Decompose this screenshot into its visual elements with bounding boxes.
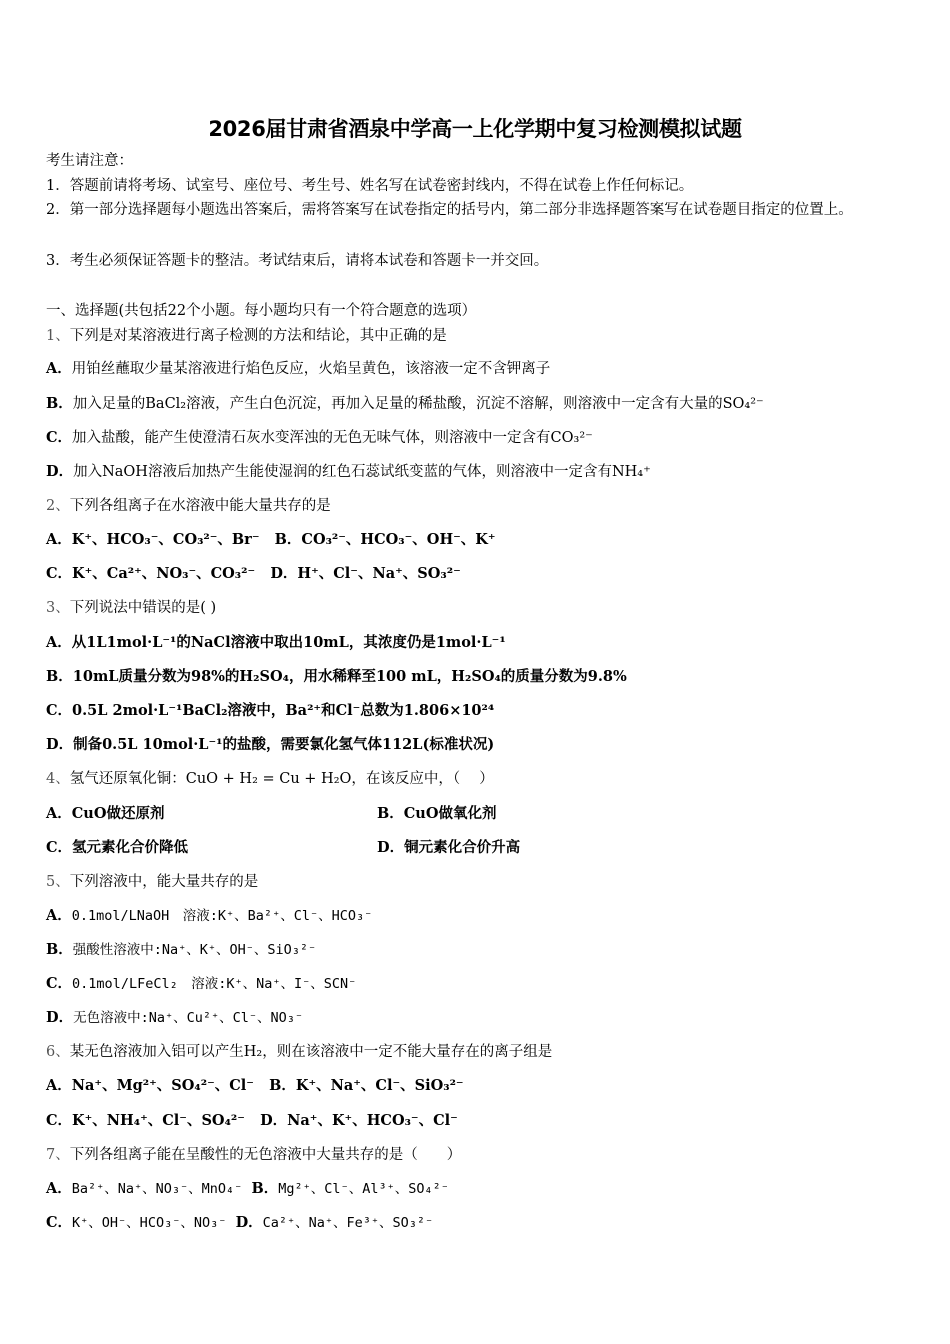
question-text: 某无色溶液加入铝可以产生H₂，则在该溶液中一定不能大量存在的离子组是 — [69, 1044, 553, 1060]
question-3-option-a — [46, 634, 506, 652]
question-text: 下列是对某溶液进行离子检测的方法和结论，其中正确的是 — [69, 328, 447, 344]
notice-item-3: 3．考生必须保证答题卡的整洁。考试结束后，请将本试卷和答题卡一并交回。 — [46, 253, 549, 269]
option-label: A． — [46, 907, 72, 924]
question-7-stem — [46, 1146, 461, 1164]
notice-item-2: 2．第一部分选择题每小题选出答案后，需将答案写在试卷指定的括号内，第二部分非选择题答案写在试卷题目指定的位置上。 — [46, 202, 853, 218]
option-label: C． — [46, 975, 73, 992]
question-text: 下列各组离子在水溶液中能大量共存的是 — [69, 498, 331, 514]
option-d-text: Na⁺、K⁺、HCO₃⁻、Cl⁻ — [287, 1112, 458, 1129]
option-text: 用铂丝蘸取少量某溶液进行焰色反应，火焰呈黄色，该溶液一定不含钾离子 — [71, 361, 551, 377]
option-c-label: C． — [46, 1214, 73, 1231]
question-4-option-c — [46, 839, 188, 857]
question-1-option-b — [46, 395, 764, 413]
option-a-label: A． — [46, 531, 72, 548]
question-5-option-a — [46, 907, 372, 925]
section-heading: 一、选择题(共包括22个小题。每小题均只有一个符合题意的选项） — [46, 303, 477, 319]
question-2-stem — [46, 497, 331, 515]
option-text: 强酸性溶液中:Na⁺、K⁺、OH⁻、SiO₃²⁻ — [72, 942, 317, 958]
question-text: 下列说法中错误的是( ) — [69, 600, 217, 616]
question-text: 下列各组离子能在呈酸性的无色溶液中大量共存的是（ ） — [69, 1147, 462, 1163]
notice-item-1: 1．答题前请将考场、试室号、座位号、考生号、姓名写在试卷密封线内，不得在试卷上作任何标记。 — [46, 178, 694, 194]
option-c-text: K⁺、Ca²⁺、NO₃⁻、CO₃²⁻ — [72, 565, 256, 582]
option-text: 氢元素化合价降低 — [72, 839, 189, 856]
option-label: D． — [46, 463, 74, 480]
option-label: D． — [377, 839, 405, 856]
question-3-stem — [46, 599, 216, 617]
option-label: B． — [377, 805, 404, 822]
question-7-options-ab — [46, 1180, 449, 1198]
question-number: 1、 — [46, 328, 70, 344]
option-text: 0.1mol/LNaOH 溶液:K⁺、Ba²⁺、Cl⁻、HCO₃⁻ — [71, 908, 373, 924]
option-d-label: D． — [235, 1214, 263, 1231]
question-6-options-cd — [46, 1112, 458, 1130]
question-4-option-a — [46, 805, 164, 823]
question-1-option-a — [46, 360, 550, 378]
question-text: 下列溶液中，能大量共存的是 — [69, 874, 259, 890]
option-label: D． — [46, 1009, 74, 1026]
option-a-text: Na⁺、Mg²⁺、SO₄²⁻、Cl⁻ — [71, 1077, 254, 1094]
question-4-option-d — [377, 839, 520, 857]
option-b-label: B． — [269, 1077, 296, 1094]
option-label: B． — [46, 668, 73, 685]
option-c-label: C． — [46, 565, 73, 582]
question-4-stem — [46, 770, 494, 788]
option-a-label: A． — [46, 1180, 72, 1197]
question-3-option-d — [46, 736, 494, 754]
option-text: 从1L1mol·L⁻¹的NaCl溶液中取出10mL，其浓度仍是1mol·L⁻¹ — [71, 634, 506, 651]
option-label: C． — [46, 839, 73, 856]
option-label: D． — [46, 736, 74, 753]
option-b-text: CO₃²⁻、HCO₃⁻、OH⁻、K⁺ — [301, 531, 496, 548]
question-text: 氢气还原氧化铜：CuO + H₂ = Cu + H₂O，在该反应中，（ ） — [69, 771, 494, 787]
option-d-text: H⁺、Cl⁻、Na⁺、SO₃²⁻ — [297, 565, 461, 582]
option-text: 加入足量的BaCl₂溶液，产生白色沉淀，再加入足量的稀盐酸，沉淀不溶解，则溶液中一定含有大量的SO₄²⁻ — [72, 396, 764, 412]
option-c-label: C． — [46, 1112, 73, 1129]
question-2-options-cd — [46, 565, 461, 583]
option-label: C． — [46, 702, 73, 719]
question-4-option-b — [377, 805, 496, 823]
option-text: CuO做氧化剂 — [403, 805, 497, 822]
question-5-option-c — [46, 975, 356, 993]
question-1-option-d — [46, 463, 651, 481]
question-number: 4、 — [46, 771, 70, 787]
option-label: A． — [46, 634, 72, 651]
question-number: 3、 — [46, 600, 70, 616]
question-2-options-ab — [46, 531, 496, 549]
question-number: 5、 — [46, 874, 70, 890]
question-number: 2、 — [46, 498, 70, 514]
question-6-options-ab — [46, 1077, 464, 1095]
question-5-stem — [46, 873, 258, 891]
question-1-option-c — [46, 429, 593, 447]
option-a-text: Ba²⁺、Na⁺、NO₃⁻、MnO₄⁻ — [71, 1181, 243, 1197]
option-b-label: B． — [251, 1180, 279, 1197]
option-text: 制备0.5L 10mol·L⁻¹的盐酸，需要氯化氢气体112L(标准状况) — [73, 736, 495, 753]
option-label: B． — [46, 395, 73, 412]
option-b-text: Mg²⁺、Cl⁻、Al³⁺、SO₄²⁻ — [278, 1181, 449, 1197]
option-d-text: Ca²⁺、Na⁺、Fe³⁺、SO₃²⁻ — [262, 1215, 434, 1231]
option-d-label: D． — [270, 565, 298, 582]
question-5-option-d — [46, 1009, 303, 1027]
option-label: A． — [46, 805, 72, 822]
question-6-stem — [46, 1043, 552, 1061]
option-a-label: A． — [46, 1077, 72, 1094]
question-3-option-b — [46, 668, 627, 686]
option-b-label: B． — [274, 531, 302, 548]
option-label: B． — [46, 941, 73, 958]
question-3-option-c — [46, 702, 494, 720]
option-label: A． — [46, 360, 72, 377]
option-text: 10mL质量分数为98%的H₂SO₄，用水稀释至100 mL，H₂SO₄的质量分数为9.8% — [72, 668, 627, 685]
option-text: 0.1mol/LFeCl₂ 溶液:K⁺、Na⁺、I⁻、SCN⁻ — [72, 976, 357, 992]
question-number: 7、 — [46, 1147, 70, 1163]
option-label: C． — [46, 429, 73, 446]
option-c-text: K⁺、NH₄⁺、Cl⁻、SO₄²⁻ — [72, 1112, 245, 1129]
option-b-text: K⁺、Na⁺、Cl⁻、SiO₃²⁻ — [295, 1077, 464, 1094]
option-text: 铜元素化合价升高 — [404, 839, 521, 856]
question-number: 6、 — [46, 1044, 70, 1060]
option-text: 0.5L 2mol·L⁻¹BaCl₂溶液中，Ba²⁺和Cl⁻总数为1.806×10²⁴ — [72, 702, 495, 719]
question-5-option-b — [46, 941, 316, 959]
option-text: 加入盐酸，能产生使澄清石灰水变浑浊的无色无味气体，则溶液中一定含有CO₃²⁻ — [72, 430, 593, 446]
option-a-text: K⁺、HCO₃⁻、CO₃²⁻、Br⁻ — [71, 531, 260, 548]
option-d-label: D． — [260, 1112, 288, 1129]
option-text: 加入NaOH溶液后加热产生能使湿润的红色石蕊试纸变蓝的气体，则溶液中一定含有NH₄⁺ — [73, 464, 651, 480]
option-text: 无色溶液中:Na⁺、Cu²⁺、Cl⁻、NO₃⁻ — [73, 1010, 303, 1026]
question-1-stem — [46, 327, 447, 345]
option-text: CuO做还原剂 — [71, 805, 165, 822]
notice-heading: 考生请注意： — [46, 153, 133, 169]
option-c-text: K⁺、OH⁻、HCO₃⁻、NO₃⁻ — [72, 1215, 227, 1231]
question-7-options-cd — [46, 1214, 433, 1232]
page-title: 2026届甘肃省酒泉中学高一上化学期中复习检测模拟试题 — [208, 117, 742, 141]
